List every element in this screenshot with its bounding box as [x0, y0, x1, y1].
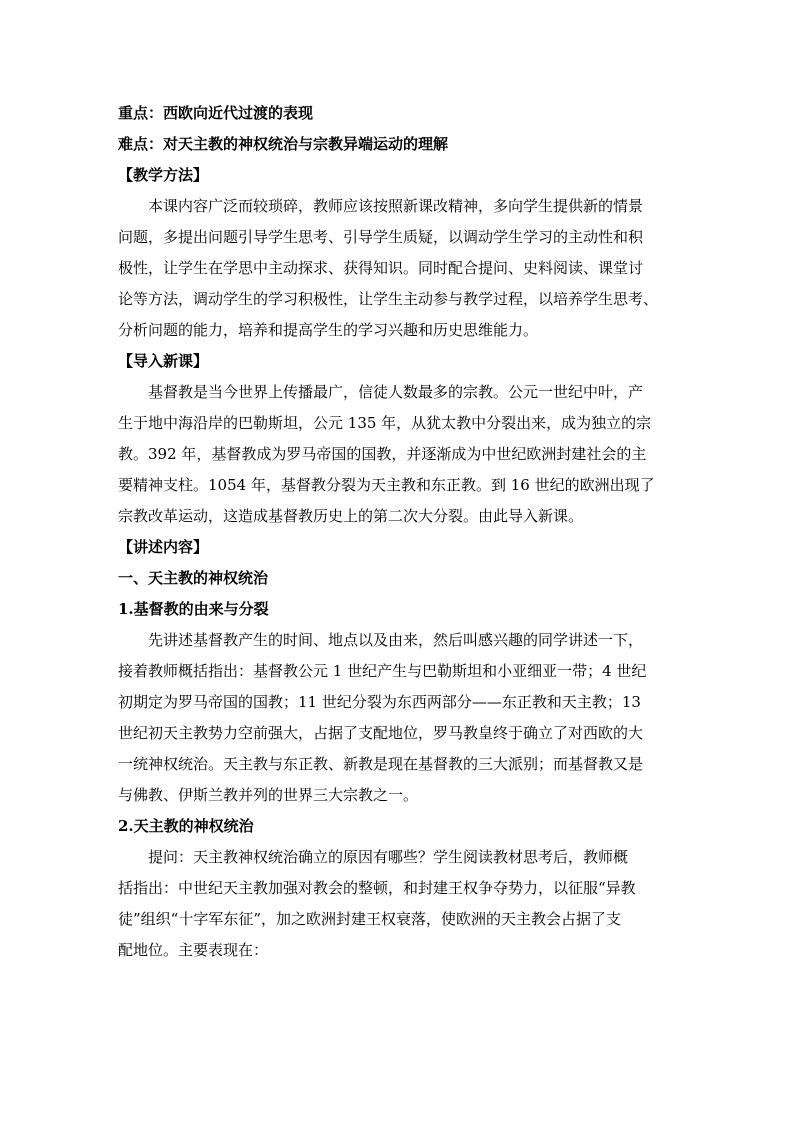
- intro-paragraph: [118, 377, 678, 532]
- paragraph-line: 括指出：中世纪天主教加强对教会的整顿，和封建王权争夺势力，以征服“异教: [118, 879, 636, 897]
- section-title: 一、天主教的神权统治: [118, 569, 269, 587]
- methods-paragraph: [118, 191, 678, 346]
- intro-heading: 【导入新课】: [118, 352, 209, 370]
- content-heading: 【讲述内容】: [118, 538, 209, 556]
- subsection-title: 2.天主教的神权统治: [118, 817, 254, 835]
- document-page: [118, 98, 678, 966]
- paragraph-line: 提问：天主教神权统治确立的原因有哪些？学生阅读教材思考后，教师概: [148, 848, 629, 866]
- difficulty-line: 难点：对天主教的神权统治与宗教异端运动的理解: [118, 135, 449, 153]
- theocracy-paragraph: [118, 842, 678, 966]
- paragraph-line: 与佛教、伊斯兰教并列的世界三大宗教之一。: [118, 786, 419, 804]
- focus-line: 重点：西欧向近代过渡的表现: [118, 104, 314, 122]
- methods-heading: 【教学方法】: [118, 166, 209, 184]
- paragraph-line: 配地位。主要表现在：: [118, 941, 269, 959]
- paragraph-line: 宗教改革运动，这造成基督教历史上的第二次大分裂。由此导入新课。: [118, 507, 584, 525]
- paragraph-line: 要精神支柱。1054 年，基督教分裂为天主教和东正教。到 16 世纪的欧洲出现了: [118, 476, 655, 494]
- paragraph-line: 教。392 年，基督教成为罗马帝国的国教，并逐渐成为中世纪欧洲封建社会的主: [118, 445, 647, 463]
- paragraph-line: 一统神权统治。天主教与东正教、新教是现在基督教的三大派别；而基督教又是: [118, 755, 644, 773]
- paragraph-line: 世纪初天主教势力空前强大，占据了支配地位，罗马教皇终于确立了对西欧的大: [118, 724, 644, 742]
- subsection-title: 1.基督教的由来与分裂: [118, 600, 269, 618]
- paragraph-line: 论等方法，调动学生的学习积极性，让学生主动参与教学过程，以培养学生思考、: [118, 290, 659, 308]
- paragraph-line: 徒”组织“十字军东征”，加之欧洲封建王权衰落，使欧洲的天主教会占据了支: [118, 910, 622, 928]
- paragraph-line: 生于地中海沿岸的巴勒斯坦，公元 135 年，从犹太教中分裂出来，成为独立的宗: [118, 414, 652, 432]
- origin-paragraph: [118, 625, 678, 811]
- paragraph-line: 基督教是当今世界上传播最广，信徒人数最多的宗教。公元一世纪中叶，产: [148, 383, 644, 401]
- paragraph-line: 初期定为罗马帝国的国教；11 世纪分裂为东西两部分——东正教和天主教；13: [118, 693, 641, 711]
- paragraph-line: 先讲述基督教产生的时间、地点以及由来，然后叫感兴趣的同学讲述一下，: [148, 631, 644, 649]
- paragraph-line: 本课内容广泛而较琐碎，教师应该按照新课改精神，多向学生提供新的情景: [148, 197, 644, 215]
- paragraph-line: 极性，让学生在学思中主动探求、获得知识。同时配合提问、史料阅读、课堂讨: [118, 259, 644, 277]
- paragraph-line: 接着教师概括指出：基督教公元 1 世纪产生与巴勒斯坦和小亚细亚一带；4 世纪: [118, 662, 647, 680]
- paragraph-line: 分析问题的能力，培养和提高学生的学习兴趣和历史思维能力。: [118, 321, 539, 339]
- paragraph-line: 问题，多提出问题引导学生思考、引导学生质疑，以调动学生学习的主动性和积: [118, 228, 644, 246]
